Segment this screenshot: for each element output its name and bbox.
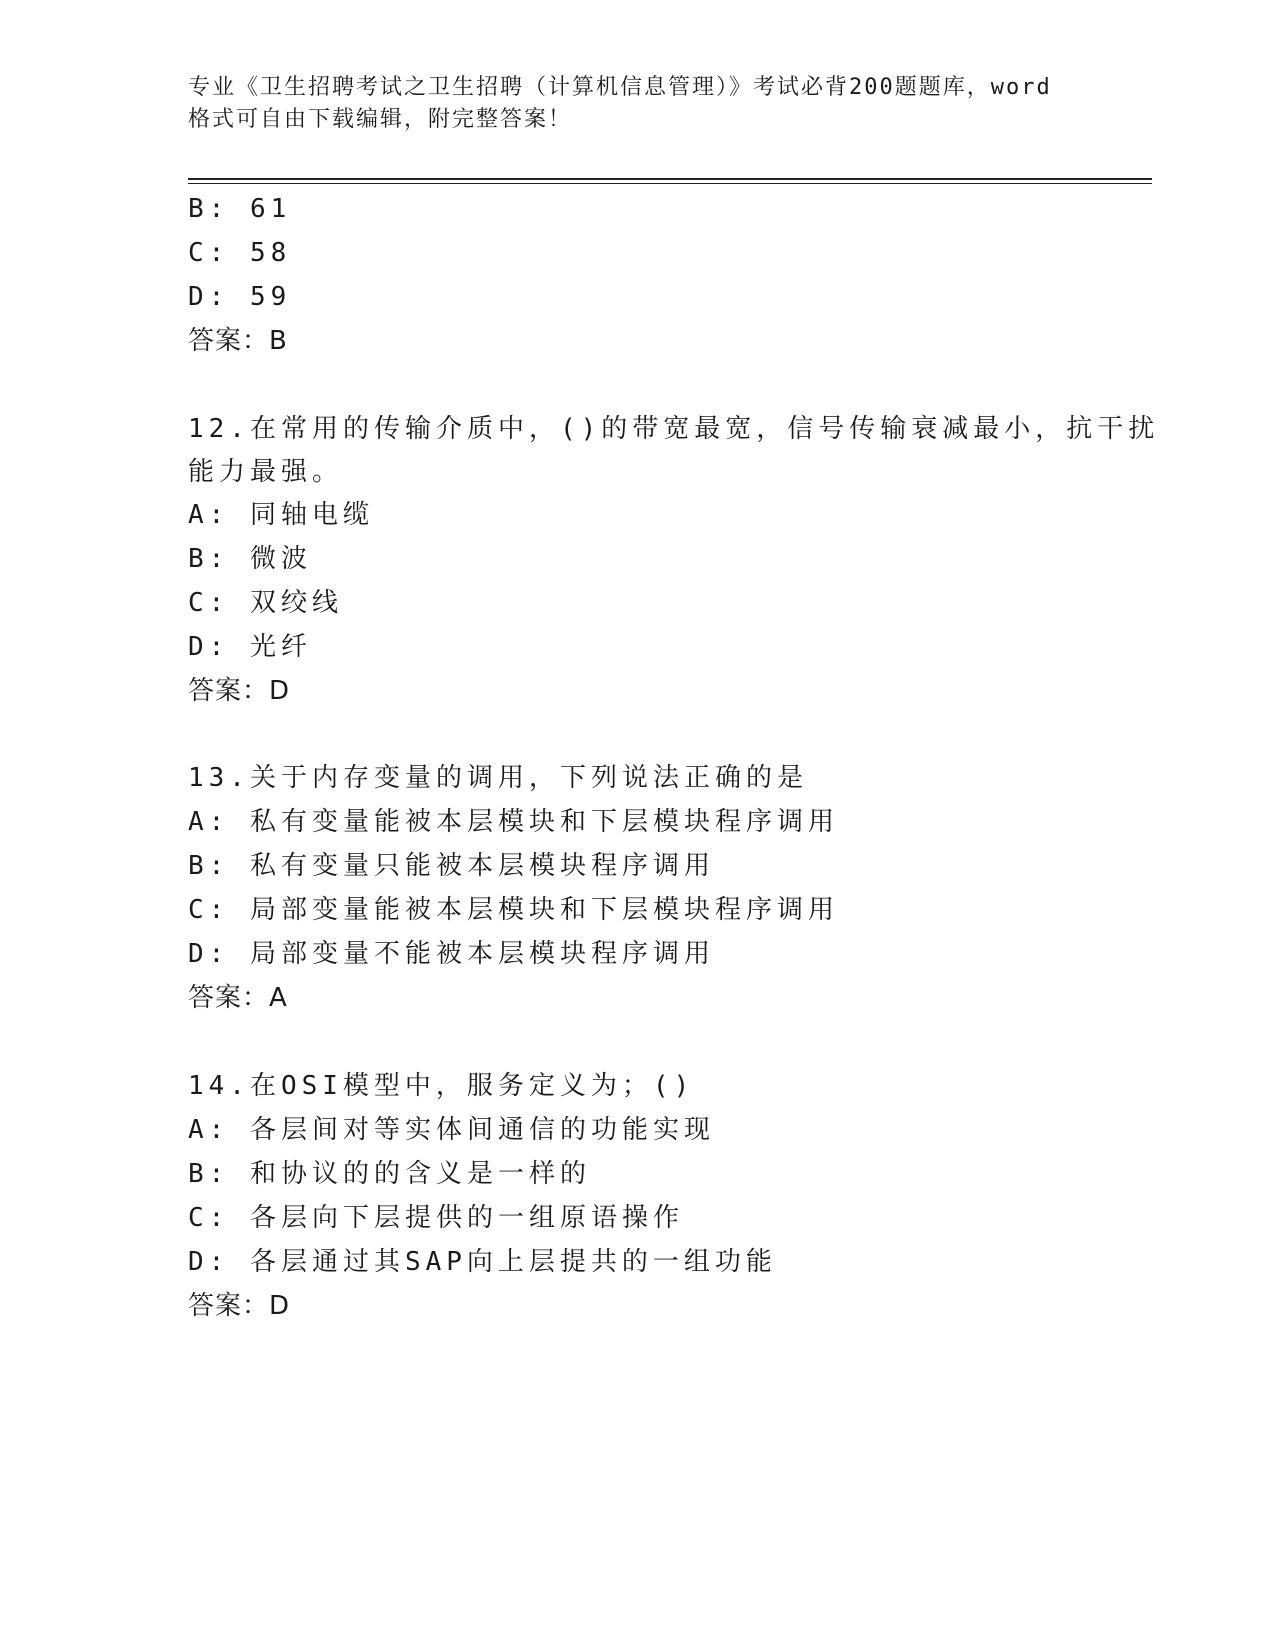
q14-option-c: C: 各层向下层提供的一组原语操作 xyxy=(188,1203,684,1233)
q14-option-b: B: 和协议的的含义是一样的 xyxy=(188,1159,591,1189)
q14-option-d: D: 各层通过其SAP向上层提共的一组功能 xyxy=(188,1247,777,1277)
header-divider-thick xyxy=(188,178,1152,180)
header-divider-thin xyxy=(188,183,1152,184)
q12-option-b: B: 微波 xyxy=(188,544,312,574)
q13-option-a: A: 私有变量能被本层模块和下层模块程序调用 xyxy=(188,807,839,837)
q11-option-d: D: 59 xyxy=(188,282,292,312)
q13-option-d: D: 局部变量不能被本层模块程序调用 xyxy=(188,939,715,969)
header-title-line-1: 专业《卫生招聘考试之卫生招聘（计算机信息管理）》考试必背200题题库，word xyxy=(188,75,1052,100)
document-header xyxy=(188,72,1088,136)
q14-stem: 14.在OSI模型中，服务定义为；() xyxy=(188,1071,695,1101)
q13-option-c: C: 局部变量能被本层模块和下层模块程序调用 xyxy=(188,895,839,925)
q13-stem: 13.关于内存变量的调用，下列说法正确的是 xyxy=(188,763,808,793)
q12-answer: 答案：D xyxy=(188,676,291,706)
q12-option-a: A: 同轴电缆 xyxy=(188,500,374,530)
q12-option-c: C: 双绞线 xyxy=(188,588,343,618)
q12-stem-line-2: 能力最强。 xyxy=(188,457,344,487)
q14-option-a: A: 各层间对等实体间通信的功能实现 xyxy=(188,1115,715,1145)
q11-option-b: B: 61 xyxy=(188,194,292,224)
q13-answer: 答案：A xyxy=(188,983,288,1013)
q14-answer: 答案：D xyxy=(188,1291,291,1321)
q11-answer: 答案：B xyxy=(188,326,288,356)
q11-option-c: C: 58 xyxy=(188,238,292,268)
q12-option-d: D: 光纤 xyxy=(188,632,312,662)
header-title-line-2: 格式可自由下载编辑，附完整答案！ xyxy=(188,107,573,132)
q13-option-b: B: 私有变量只能被本层模块程序调用 xyxy=(188,851,715,881)
q12-stem-line-1: 12.在常用的传输介质中，()的带宽最宽，信号传输衰减最小，抗干扰 xyxy=(188,414,1160,444)
